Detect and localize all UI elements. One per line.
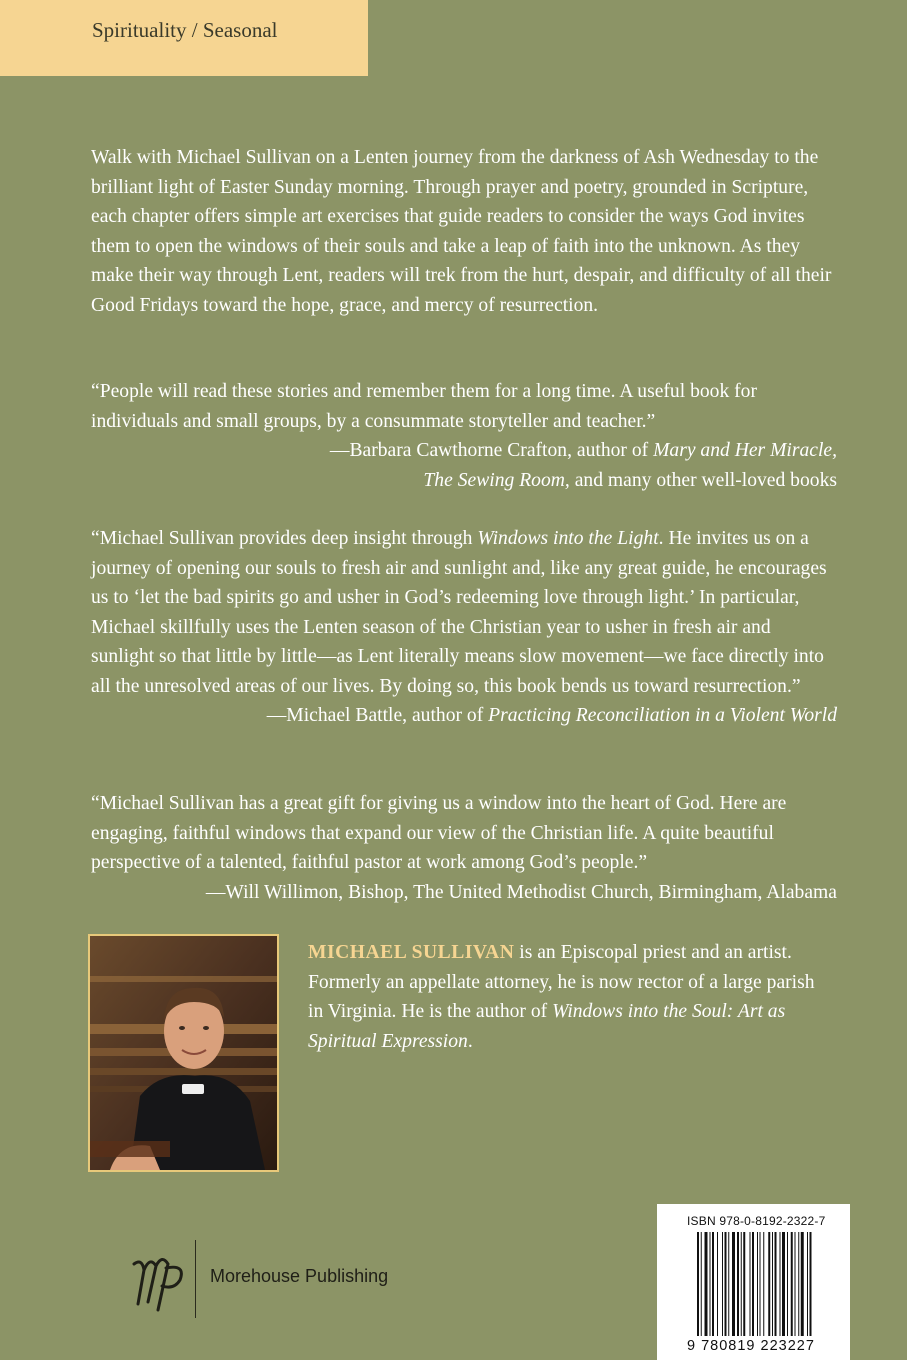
barcode-bar [772,1232,773,1336]
attribution-text: —Michael Battle, author of [266,705,489,726]
bio-text [308,938,828,1056]
description-text: Walk with Michael Sullivan on a Lenten journey from the darkness of Ash Wednesday to the brilliant light of Easter Sunday morning. Through prayer and poetry, grounded in Scripture, each chapter offers simple art exercises that guide readers to consider the ways God invites them to open the windows of their souls and take a leap of faith into the unknown. As they make their way through Lent, readers will trek from the hurt, despair, and difficulty of all their Good Fridays toward the hope, grace, and mercy of resurrection. [91,147,832,316]
attribution-book-title: Mary and Her Miracle, [653,440,837,461]
endorsement-quote [91,524,837,701]
category-label [0,0,368,76]
attribution-book-title: Practicing Reconciliation in a Violent World [488,705,837,726]
barcode-bar [801,1232,804,1336]
barcode-bar [757,1232,758,1336]
barcode-bar [732,1232,735,1336]
barcode-bar [791,1232,793,1336]
barcode-image [697,1232,842,1336]
barcode-bar [810,1232,812,1336]
attribution-book-title: The Sewing Room, [423,469,570,491]
author-photo [88,934,279,1172]
category-text: Spirituality / Seasonal [92,18,278,42]
author-name: MICHAEL SULLIVAN [308,942,515,963]
barcode-bar [795,1232,796,1336]
barcode-bar [752,1232,754,1336]
barcode-digits: 9 780819 223227 [687,1338,815,1354]
book-description [91,143,837,320]
publisher-name: Morehouse Publishing [210,1266,389,1286]
publisher-block [128,1240,428,1320]
endorsement-quote: “People will read these stories and remember them for a long time. A useful book for individuals and small groups, by a consummate storyteller and teacher.” [91,381,758,432]
author-bio [308,938,828,1056]
barcode-bar [712,1232,714,1336]
isbn-barcode [657,1204,850,1360]
quote-book-title: Windows into the Light [477,528,659,549]
endorsement-1 [91,377,837,495]
endorsement-attribution [91,701,837,731]
bio-book-title: Windows into the Soul: Art as Spiritual Expression [308,1001,786,1052]
barcode-bar [760,1232,761,1336]
barcode-bar [697,1232,699,1336]
barcode-bar [722,1232,723,1336]
attribution-text: and many other well-loved books [569,469,837,491]
endorsement-attribution: —Will Willimon, Bishop, The United Methodist Church, Birmingham, Alabama [205,881,837,903]
barcode-bar [737,1232,739,1336]
barcode-bar [728,1232,729,1336]
barcode-bar [798,1232,799,1336]
endorsement-2 [91,524,837,731]
barcode-bar [717,1232,718,1336]
endorsement-quote: “Michael Sullivan has a great gift for giving us a window into the heart of God. Here are engaging, faithful windows that expand our view of the Christian life. A quite beautiful perspective of a talented, faithful pastor at work among God’s people.” [91,793,787,873]
barcode-bar [710,1232,711,1336]
barcode-bar [787,1232,788,1336]
endorsement-3 [91,789,837,907]
barcode-bar [743,1232,745,1336]
quote-text: . He invites us on a journey of opening our souls to fresh air and sunlight and, like any great guide, he encourages us to ‘let the bad spirits go and usher in God’s redeeming love through light.’ In particular, Michael skillfully uses the Lenten season of the Christian year to usher in fresh air and sunlight so that little by little—as Lent literally means slow movement—we face directly into all the unresolved areas of our lives. By doing so, this book bends us toward resurrection.” [91,528,827,697]
barcode-bar [705,1232,708,1336]
barcode-bar [701,1232,702,1336]
quote-text: “Michael Sullivan provides deep insight through [91,528,478,549]
barcode-bar [780,1232,781,1336]
barcode-bar [807,1232,808,1336]
barcode-bar [725,1232,727,1336]
barcode-bar [750,1232,751,1336]
barcode-bar [768,1232,770,1336]
barcode-bar [763,1232,764,1336]
publisher-divider [195,1240,196,1318]
attribution-text: —Barbara Cawthorne Crafton, author of [329,440,654,461]
endorsement-attribution [91,436,837,495]
barcode-bar [775,1232,777,1336]
bio-body: is an Episcopal priest and an artist. Formerly an appellate attorney, he is now rector of a large parish in Virginia. He is the author of [308,942,815,1022]
isbn-label: ISBN 978-0-8192-2322-7 [687,1214,826,1228]
barcode-bar [741,1232,742,1336]
bio-period: . [467,1030,473,1052]
barcode-bar [782,1232,785,1336]
publisher-logo [128,1244,188,1314]
